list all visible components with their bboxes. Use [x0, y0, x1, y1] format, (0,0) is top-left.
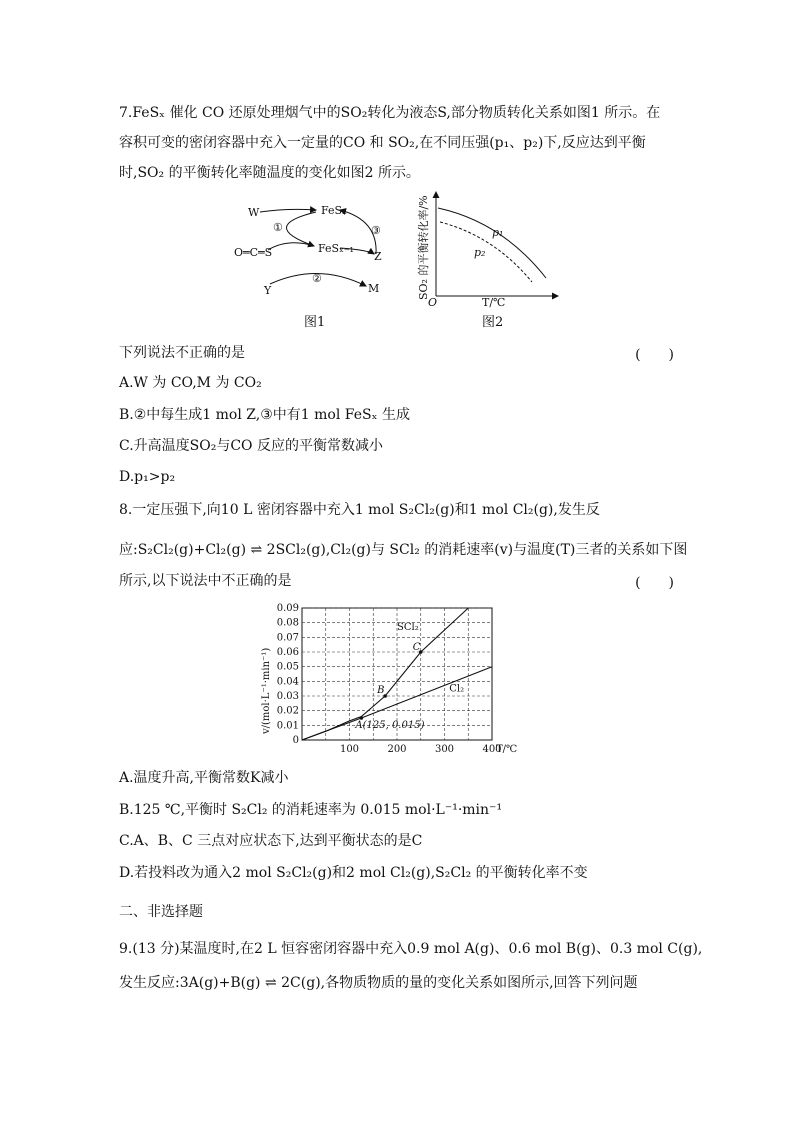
y-tick-label: 0.02	[276, 705, 299, 717]
fig2-curve-p1	[438, 208, 546, 278]
q8-line3: 所示,以下说法中不正确的是	[119, 573, 292, 589]
point-label: C	[412, 642, 421, 653]
fig1-circ2: ②	[312, 272, 322, 285]
series-label-scl2: SCl₂	[397, 622, 419, 633]
x-tick-label: 200	[387, 744, 407, 755]
y-tick-label: 0.07	[276, 632, 299, 644]
x-tick-label: 100	[339, 744, 360, 755]
fig1-circ3: ③	[371, 224, 381, 237]
q7-line3: 时,SO₂ 的平衡转化率随温度的变化如图2 所示。	[119, 165, 420, 181]
fig1-arrow-cycle1	[286, 212, 316, 246]
q8-option-c: C.A、B、C 三点对应状态下,达到平衡状态的是C	[119, 833, 423, 849]
fig1-arrow-ocs	[268, 243, 314, 250]
rate-vs-temperature-chart	[254, 600, 574, 760]
fig2-ylabel: SO₂ 的平衡转化率/%	[417, 195, 430, 300]
fig1-circ1: ①	[273, 221, 283, 234]
q8-answer-bracket: ( )	[635, 575, 674, 591]
q7-option-a: A.W 为 CO,M 为 CO₂	[119, 375, 262, 391]
q8-option-a: A.温度升高,平衡常数K减小	[119, 770, 289, 786]
q7-answer-bracket: ( )	[635, 347, 674, 363]
q8-line2: 应:S₂Cl₂(g)+Cl₂(g) ⇌ 2SCl₂(g),Cl₂(g)与 SCl₂ 的消耗速率(v)与温度(T)三者的关系如下图	[119, 542, 688, 558]
y-tick-label: 0	[292, 735, 299, 746]
y-tick-label: 0.08	[276, 617, 299, 629]
fig2-label-p2: p₂	[474, 246, 486, 259]
fig1-Y: Y	[264, 284, 272, 297]
fig1-Z: Z	[374, 250, 382, 263]
y-tick-label: 0.01	[276, 720, 299, 732]
q8-option-b: B.125 ℃,平衡时 S₂Cl₂ 的消耗速率为 0.015 mol·L⁻¹·min⁻¹	[119, 802, 503, 818]
q7-option-b: B.②中每生成1 mol Z,③中有1 mol FeSₓ 生成	[119, 407, 410, 423]
q7-option-c: C.升高温度SO₂与CO 反应的平衡常数减小	[119, 438, 383, 454]
figure-2-conversion-plot	[412, 188, 562, 308]
fig2-xlabel: T/℃	[482, 296, 506, 308]
fig2-label-p1: p₁	[492, 226, 504, 239]
section-heading: 二、非选择题	[119, 904, 203, 920]
fig1-FeSx1: FeSₓ₋₁	[318, 242, 354, 255]
fig2-caption: 图2	[482, 315, 504, 330]
y-tick-label: 0.05	[276, 661, 299, 673]
q8-line1: 8.一定压强下,向10 L 密闭容器中充入1 mol S₂Cl₂(g)和1 mol Cl₂(g),发生反	[119, 502, 600, 518]
q9-line2: 发生反应:3A(g)+B(g) ⇌ 2C(g),各物质物质的量的变化关系如图所示,回答下列问题	[119, 975, 638, 991]
y-tick-label: 0.09	[276, 603, 299, 614]
x-tick-label: 300	[434, 744, 455, 755]
fig2-origin: O	[428, 296, 438, 308]
fig1-M: M	[368, 282, 380, 295]
y-tick-label: 0.04	[276, 676, 299, 688]
series-label-cl2: Cl₂	[449, 683, 465, 695]
q8-option-d: D.若投料改为通入2 mol S₂Cl₂(g)和2 mol Cl₂(g),S₂Cl₂ 的平衡转化率不变	[119, 865, 588, 881]
q7-line2: 容积可变的密闭容器中充入一定量的CO 和 SO₂,在不同压强(p₁、p₂)下,反应达到平衡	[119, 135, 646, 151]
chart-points	[354, 642, 424, 731]
q9-line1: 9.(13 分)某温度时,在2 L 恒容密闭容器中充入0.9 mol A(g)、0.6 mol B(g)、0.3 mol C(g),	[119, 941, 703, 957]
q7-line1: 7.FeSₓ 催化 CO 还原处理烟气中的SO₂转化为液态S,部分物质转化关系如图1 所示。在	[119, 105, 661, 121]
chart-xlabel: T/℃	[496, 744, 518, 755]
x-tick-label: 400	[482, 744, 502, 755]
fig1-arrow-w-fesx	[260, 209, 316, 212]
chart-ylabel: v/(mol·L⁻¹·min⁻¹)	[261, 647, 272, 734]
fig1-FeSx: FeSₓ	[321, 204, 347, 217]
fig1-caption: 图1	[304, 315, 326, 330]
fig1-W: W	[248, 206, 260, 219]
y-tick-label: 0.03	[276, 691, 299, 702]
q7-option-d: D.p₁>p₂	[119, 469, 176, 485]
y-tick-label: 0.06	[276, 647, 299, 658]
figure-1-cycle-diagram	[228, 196, 398, 302]
chart-ticks	[277, 603, 502, 755]
q7-stem: 下列说法不正确的是	[119, 345, 245, 361]
point-label: A(125, 0.015)	[355, 720, 425, 731]
fig2-curve-p2	[440, 222, 532, 282]
fig1-OCS: O═C═S	[234, 246, 273, 259]
point-label: B	[377, 685, 385, 696]
